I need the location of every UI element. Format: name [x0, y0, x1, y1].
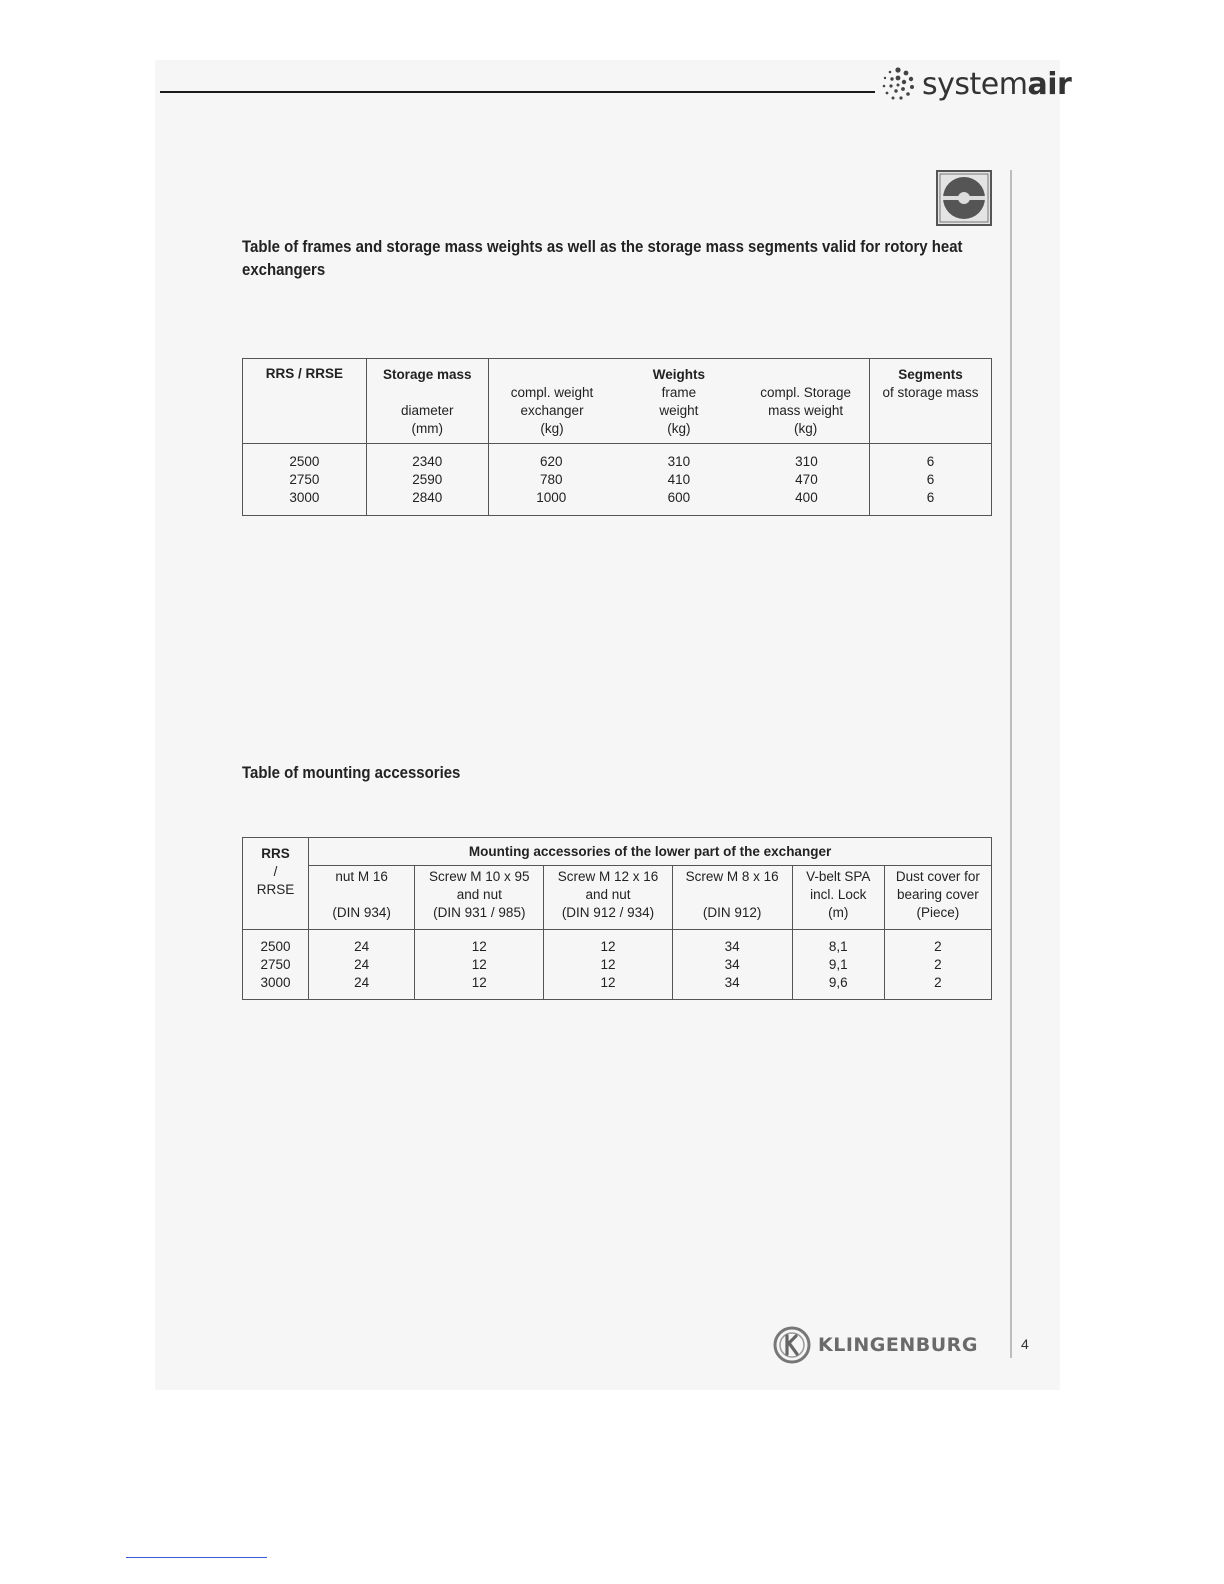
col-segments — [870, 444, 992, 516]
col-rrs — [243, 930, 309, 1000]
dots-logo-icon — [880, 66, 916, 102]
table-cell: 24 — [354, 956, 370, 972]
table-cell: 2 — [934, 974, 942, 990]
company-name: KLINGENBURG — [818, 1334, 978, 1356]
klingenburg-k-icon — [772, 1325, 812, 1365]
table-cell: 600 — [667, 489, 691, 505]
mounting-accessories-table — [242, 837, 992, 1000]
table-cell: 2840 — [412, 489, 443, 505]
table-cell: 12 — [471, 956, 487, 972]
table-cell: 3000 — [260, 974, 291, 990]
col-storage-weight — [744, 444, 870, 516]
header-rrs-rrse: RRS / RRSE — [243, 838, 309, 930]
table-cell: 6 — [926, 471, 935, 487]
header-storage-mass: Storage mass diameter (mm) — [366, 359, 488, 444]
header-screw-m10: Screw M 10 x 95 and nut (DIN 931 / 985) — [415, 866, 544, 930]
table-cell: 9,6 — [828, 974, 848, 990]
col-nut — [309, 930, 415, 1000]
weights-table — [242, 358, 992, 516]
header-rrs: RRS / RRSE — [243, 359, 367, 444]
table-cell: 2 — [934, 938, 942, 954]
table-cell: 1000 — [536, 489, 567, 505]
table-cell: 6 — [926, 489, 935, 505]
table-cell: 12 — [600, 974, 616, 990]
table-cell: 6 — [926, 453, 935, 469]
brand-name: systemair — [922, 66, 1072, 102]
table-cell: 8,1 — [828, 938, 848, 954]
col-screw-m8 — [672, 930, 792, 1000]
table-cell: 34 — [724, 974, 740, 990]
table-cell: 620 — [540, 453, 563, 469]
table-cell: 24 — [354, 938, 370, 954]
margin-rule — [1010, 170, 1012, 1358]
header-dust-cover: Dust cover for bearing cover (Piece) — [884, 866, 991, 930]
table-cell: 2500 — [289, 453, 320, 469]
header-weights: Weights compl. weight exchanger (kg) frame weight (kg) compl. Storage mass weight (kg) — [488, 359, 869, 444]
header-rule — [160, 91, 875, 93]
table-cell: 34 — [724, 956, 740, 972]
table-cell: 470 — [795, 471, 818, 487]
table-cell: 24 — [354, 974, 370, 990]
table-cell: 34 — [724, 938, 740, 954]
col-screw-m12 — [544, 930, 672, 1000]
header-group: Mounting accessories of the lower part of the exchanger — [309, 838, 992, 866]
header-segments: Segments of storage mass — [870, 359, 992, 444]
table-cell: 2750 — [289, 471, 320, 487]
table-cell: 12 — [471, 938, 487, 954]
header-screw-m8: Screw M 8 x 16 (DIN 912) — [672, 866, 792, 930]
systemair-logo — [880, 64, 1071, 104]
header-screw-m12: Screw M 12 x 16 and nut (DIN 912 / 934) — [544, 866, 672, 930]
header-vbelt: V-belt SPA incl. Lock (m) — [792, 866, 884, 930]
table-cell: 410 — [667, 471, 691, 487]
table-cell: 3000 — [289, 489, 320, 505]
table-cell: 12 — [600, 938, 616, 954]
col-diameter — [366, 444, 488, 516]
table-cell: 2500 — [260, 938, 291, 954]
col-rrs — [243, 444, 367, 516]
table-cell: 2 — [934, 956, 942, 972]
table-cell: 2750 — [260, 956, 291, 972]
col-screw-m10 — [415, 930, 544, 1000]
col-vbelt — [792, 930, 884, 1000]
table2-title: Table of mounting accessories — [242, 763, 461, 782]
col-frame-weight — [614, 444, 744, 516]
header-frame-weight: frame weight (kg) — [659, 385, 699, 436]
table-cell: 12 — [471, 974, 487, 990]
table-cell: 310 — [667, 453, 691, 469]
table-cell: 780 — [540, 471, 563, 487]
header-nut: nut M 16 (DIN 934) — [309, 866, 415, 930]
table-cell: 9,1 — [828, 956, 848, 972]
page-number: 4 — [1021, 1336, 1029, 1352]
table-cell: 310 — [795, 453, 818, 469]
col-dust-cover — [884, 930, 991, 1000]
klingenburg-logo — [772, 1325, 978, 1365]
bottom-link-underline[interactable] — [126, 1557, 267, 1558]
header-compl-weight: compl. weight exchanger (kg) — [510, 385, 594, 436]
table-cell: 400 — [795, 489, 818, 505]
rotary-wheel-icon — [936, 170, 992, 226]
col-compl-weight — [488, 444, 614, 516]
table-cell: 12 — [600, 956, 616, 972]
table1-title: Table of frames and storage mass weights as well as the storage mass segments valid for rotory heat exchangers — [242, 237, 963, 279]
header-storage-weight: compl. Storage mass weight (kg) — [760, 385, 852, 436]
table-cell: 2340 — [412, 453, 443, 469]
table-cell: 2590 — [412, 471, 443, 487]
